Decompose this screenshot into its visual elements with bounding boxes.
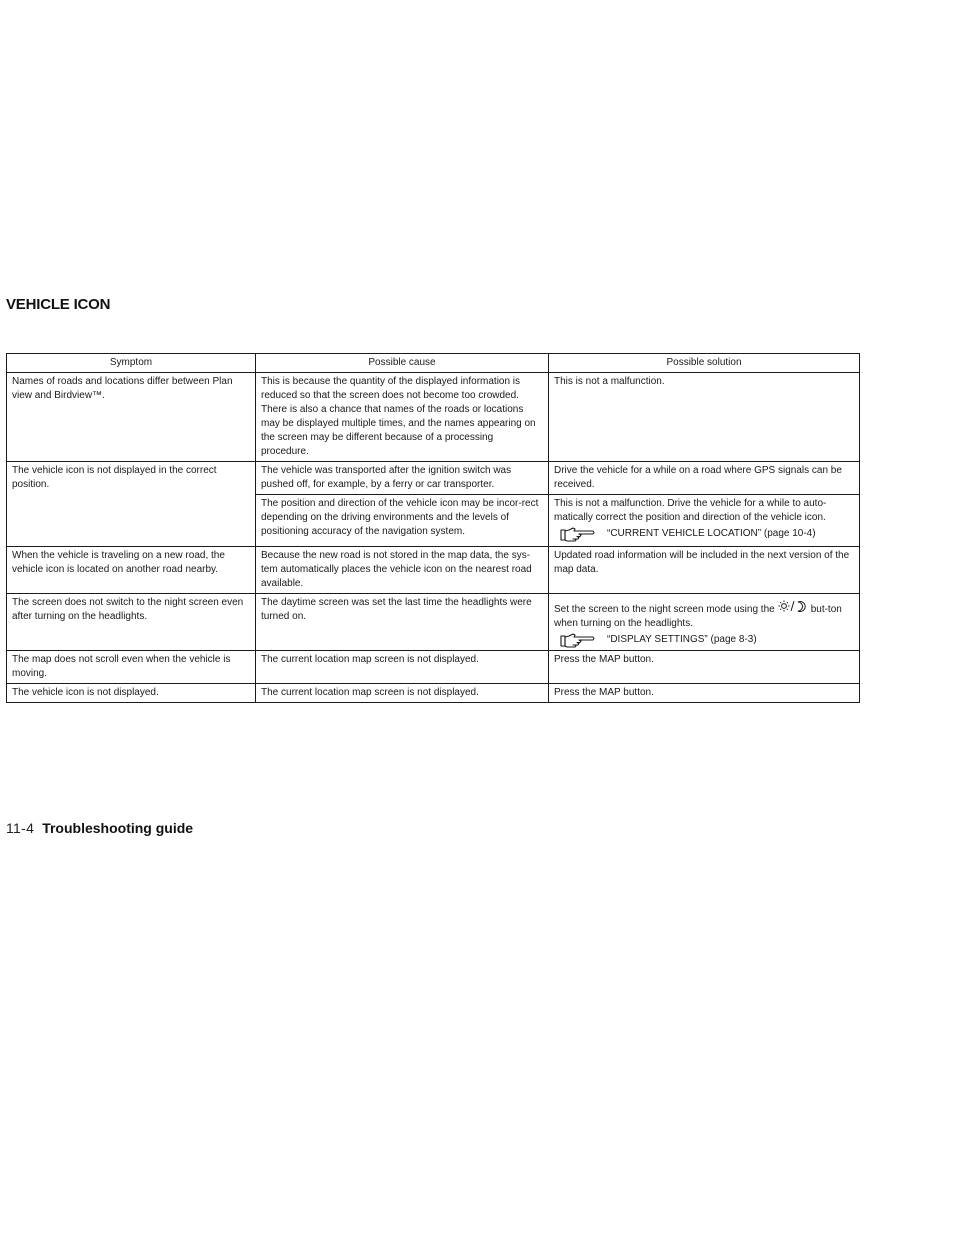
cause-cell: This is because the quantity of the displayed information is reduced so that the screen does not become too crowded. There is also a chance that names of the roads or locations may be displayed multiple times, and the names appearing on the screen may be different because of a processing procedure. xyxy=(256,373,549,462)
symptom-cell: The vehicle icon is not displayed in the correct position. xyxy=(7,462,256,547)
header-symptom: Symptom xyxy=(7,354,256,373)
pointing-hand-icon xyxy=(560,526,596,542)
symptom-cell: The vehicle icon is not displayed. xyxy=(7,684,256,703)
symptom-cell: Names of roads and locations differ between Plan view and Birdview™. xyxy=(7,373,256,462)
page-footer xyxy=(6,820,193,836)
cause-cell: The current location map screen is not displayed. xyxy=(256,651,549,684)
solution-cell: Drive the vehicle for a while on a road where GPS signals can be received. xyxy=(549,462,860,495)
cause-cell: The position and direction of the vehicle icon may be incor-rect depending on the driving environments and the levels of positioning accuracy of the navigation system. xyxy=(256,495,549,547)
cause-cell: Because the new road is not stored in the map data, the sys-tem automatically places the vehicle icon on the nearest road available. xyxy=(256,547,549,594)
pointing-hand-icon xyxy=(560,632,596,648)
solution-cell xyxy=(549,594,860,651)
reference-text: “DISPLAY SETTINGS” (page 8-3) xyxy=(607,634,757,645)
table-row xyxy=(7,651,860,684)
table-row xyxy=(7,547,860,594)
solution-cell: Press the MAP button. xyxy=(549,651,860,684)
reference-text: “CURRENT VEHICLE LOCATION” (page 10-4) xyxy=(607,528,816,539)
table-row xyxy=(7,684,860,703)
symptom-cell: The screen does not switch to the night screen even after turning on the headlights. xyxy=(7,594,256,651)
section-title: VEHICLE ICON xyxy=(6,296,111,313)
solution-cell: Updated road information will be included in the next version of the map data. xyxy=(549,547,860,594)
table-row xyxy=(7,594,860,651)
cause-cell: The current location map screen is not displayed. xyxy=(256,684,549,703)
troubleshooting-table xyxy=(6,353,860,703)
cause-cell: The vehicle was transported after the ignition switch was pushed off, for example, by a ferry or car transporter. xyxy=(256,462,549,495)
solution-cell: This is not a malfunction. xyxy=(549,373,860,462)
table-row xyxy=(7,462,860,495)
symptom-cell: When the vehicle is traveling on a new road, the vehicle icon is located on another road nearby. xyxy=(7,547,256,594)
table-header-row xyxy=(7,354,860,373)
symptom-cell: The map does not scroll even when the vehicle is moving. xyxy=(7,651,256,684)
header-possible-cause: Possible cause xyxy=(256,354,549,373)
day-night-icon xyxy=(778,600,808,614)
solution-text-after: but-ton when turning on the headlights. xyxy=(554,604,842,629)
solution-text-before: Set the screen to the night screen mode using the xyxy=(554,604,775,615)
guide-title: Troubleshooting guide xyxy=(42,820,194,836)
cause-cell: The daytime screen was set the last time the headlights were turned on. xyxy=(256,594,549,651)
solution-cell: Press the MAP button. xyxy=(549,684,860,703)
solution-text: This is not a malfunction. Drive the vehicle for a while to auto-matically correct the position and direction of the vehicle icon. xyxy=(554,498,827,523)
table-row xyxy=(7,373,860,462)
page-number: 11-4 xyxy=(6,820,35,836)
solution-cell xyxy=(549,495,860,547)
reference-line xyxy=(554,526,854,542)
reference-line xyxy=(554,632,854,648)
header-possible-solution: Possible solution xyxy=(549,354,860,373)
